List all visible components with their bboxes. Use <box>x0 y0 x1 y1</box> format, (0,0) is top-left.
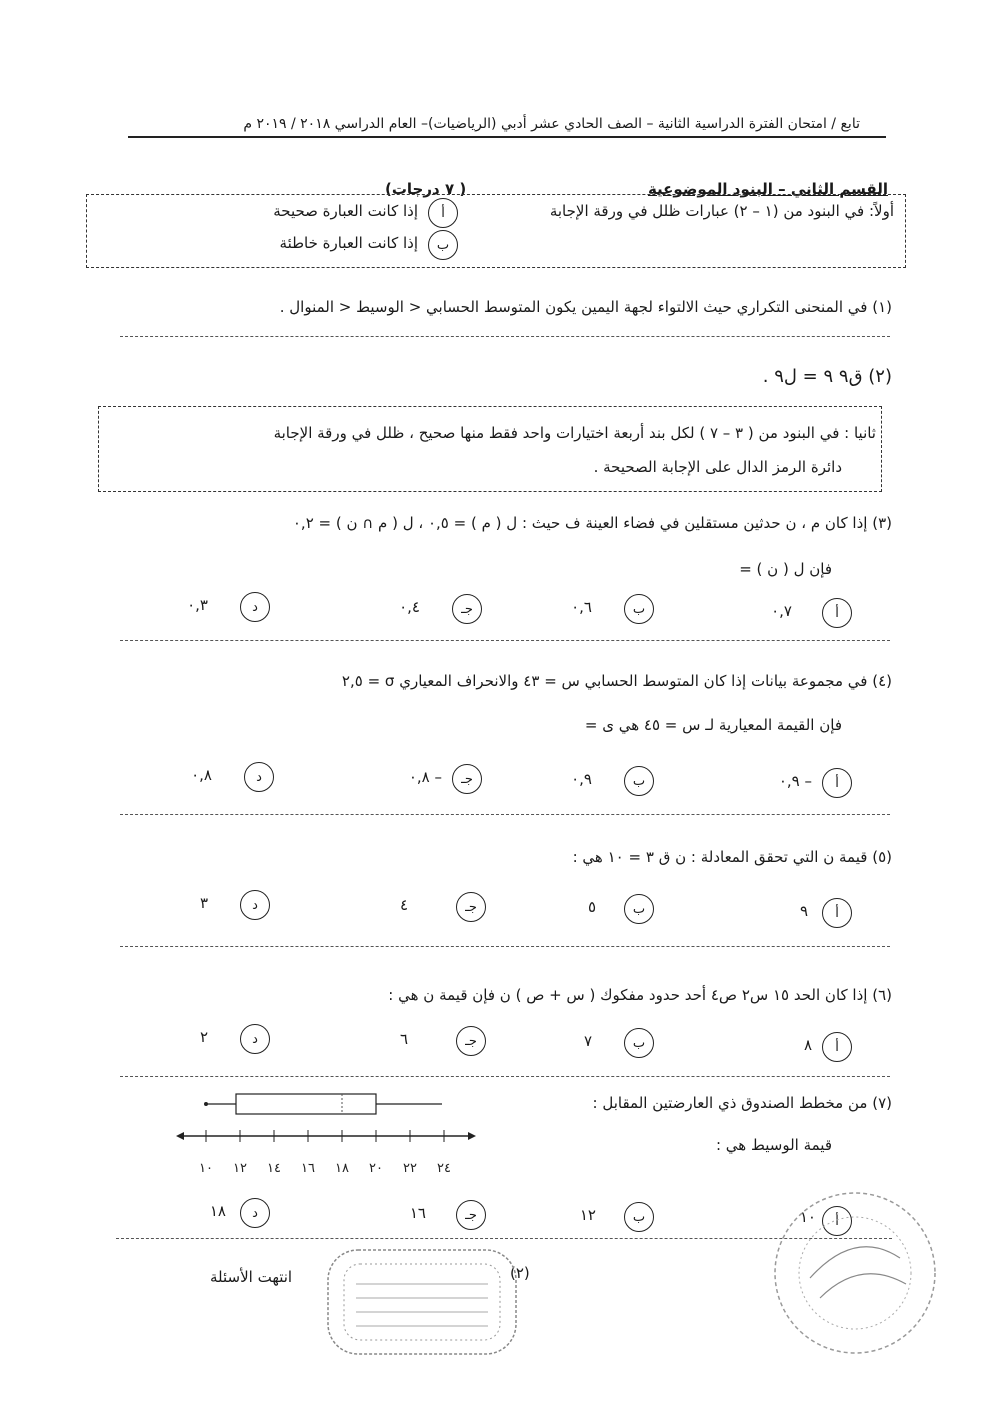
q5-option-d-value: ٣ <box>199 894 208 912</box>
q1-number: (١) <box>872 298 892 316</box>
q6-text: إذا كان الحد ١٥ س٢ ص٤ أحد حدود مفكوك ( س + ص ) ن فإن قيمة ن هي : <box>388 986 868 1004</box>
q5-option-b-value: ٥ <box>587 898 596 916</box>
q7-option-d-value: ١٨ <box>209 1202 226 1220</box>
tick-label: ١٤ <box>267 1161 281 1176</box>
q4-option-b-circle[interactable]: ب <box>624 766 654 796</box>
q5-option-a-circle[interactable]: أ <box>822 898 852 928</box>
question-6 <box>388 986 892 1004</box>
part1-intro: أولاً: في البنود من (١ – ٢) عبارات ظلل في ورقة الإجابة <box>549 202 894 220</box>
q5-option-c-value: ٤ <box>399 896 408 914</box>
q3-option-a-value: ٠,٧ <box>771 602 792 620</box>
question-4 <box>342 672 892 690</box>
tick-label: ٢٠ <box>369 1161 383 1176</box>
tick-label: ٢٢ <box>403 1161 417 1176</box>
q7-option-a-value: ١٠ <box>799 1208 816 1226</box>
official-seal <box>770 1188 940 1358</box>
q7-number: (٧) <box>872 1094 892 1112</box>
q6-option-d-circle[interactable]: د <box>240 1024 270 1054</box>
divider <box>120 814 890 815</box>
instructions-box-part2 <box>98 406 882 492</box>
q3-option-b-value: ٠,٦ <box>571 598 592 616</box>
q3-prompt: فإن ل ( ن ) = <box>739 560 832 578</box>
q3-option-d-circle[interactable]: د <box>240 592 270 622</box>
q4-option-d-value: ٠,٨ <box>191 766 212 784</box>
q2-number: (٢) <box>868 366 892 387</box>
q7-option-c-value: ١٦ <box>409 1204 426 1222</box>
q2-text: ق٩ ٩ = ل٩ . <box>762 366 863 387</box>
q4-option-a-value: – ٠,٩ <box>778 772 812 790</box>
question-2 <box>763 366 892 387</box>
q7-text: من مخطط الصندوق ذي العارضتين المقابل : <box>592 1094 868 1112</box>
q4-option-b-value: ٠,٩ <box>571 770 592 788</box>
section-title: القسم الثاني – البنود الموضوعية <box>647 180 888 198</box>
tick-label: ١٢ <box>233 1161 247 1176</box>
divider <box>120 336 890 337</box>
q6-number: (٦) <box>872 986 892 1004</box>
q7-option-b-circle[interactable]: ب <box>624 1202 654 1232</box>
q5-number: (٥) <box>872 848 892 866</box>
q3-option-c-value: ٠,٤ <box>399 598 420 616</box>
q7-option-b-value: ١٢ <box>579 1206 596 1224</box>
q4-option-c-circle[interactable]: جـ <box>452 764 482 794</box>
q5-option-b-circle[interactable]: ب <box>624 894 654 924</box>
q5-option-a-value: ٩ <box>799 902 808 920</box>
q4-option-d-circle[interactable]: د <box>244 762 274 792</box>
part2-line1: ثانيا : في البنود من ( ٣ – ٧ ) لكل بند أربعة اختيارات واحد فقط منها صحيح ، ظلل في ورقة الإجابة <box>273 424 876 442</box>
q5-option-c-circle[interactable]: جـ <box>456 892 486 922</box>
q6-option-a-value: ٨ <box>803 1036 812 1054</box>
divider <box>120 1076 890 1077</box>
divider <box>120 640 890 641</box>
part2-line2: دائرة الرمز الدال على الإجابة الصحيحة . <box>593 458 842 476</box>
symbol-b-circle: ب <box>428 230 458 260</box>
tick-label: ١٠ <box>199 1161 213 1176</box>
section-marks: ( ٧ درجات) <box>385 180 467 198</box>
tick-label: ١٦ <box>301 1161 315 1176</box>
q4-text: في مجموعة بيانات إذا كان المتوسط الحسابي س = ٤٣ والانحراف المعياري σ = ٢,٥ <box>341 672 868 690</box>
q7-option-c-circle[interactable]: جـ <box>456 1200 486 1230</box>
tick-label: ١٨ <box>335 1161 349 1176</box>
part1-false-text: إذا كانت العبارة خاطئة <box>279 234 418 252</box>
school-stamp <box>322 1240 522 1362</box>
q6-option-a-circle[interactable]: أ <box>822 1032 852 1062</box>
q6-option-c-circle[interactable]: جـ <box>456 1026 486 1056</box>
q3-option-c-circle[interactable]: جـ <box>452 594 482 624</box>
number-line-right-arrow <box>468 1132 476 1140</box>
part1-true-text: إذا كانت العبارة صحيحة <box>273 202 418 220</box>
question-5 <box>573 848 892 866</box>
q7-option-d-circle[interactable]: د <box>240 1198 270 1228</box>
q4-prompt: فإن القيمة المعيارية لـ س = ٤٥ هي ى = <box>584 716 842 734</box>
q6-option-c-value: ٦ <box>399 1030 408 1048</box>
q7-option-a-circle[interactable]: أ <box>822 1206 852 1236</box>
q3-option-d-value: ٠,٣ <box>187 596 208 614</box>
q4-option-c-value: – ٠,٨ <box>408 768 442 786</box>
q3-option-a-circle[interactable]: أ <box>822 598 852 628</box>
exam-header: تابع / امتحان الفترة الدراسية الثانية – الصف الحادي عشر أدبي (الرياضيات)– العام الدراسي ٢٠١٨ / ٢٠١٩ م <box>243 116 860 132</box>
q6-option-b-value: ٧ <box>583 1032 592 1050</box>
q3-number: (٣) <box>872 514 892 532</box>
end-of-questions: انتهت الأسئلة <box>210 1268 293 1286</box>
q3-text: إذا كان م ، ن حدثين مستقلين في فضاء العينة ف حيث : ل ( م ) = ٠,٥ ، ل ( م ∩ ن ) = ٠,٢ <box>292 514 868 532</box>
q4-option-a-circle[interactable]: أ <box>822 768 852 798</box>
header-rule <box>128 136 886 138</box>
q6-option-d-value: ٢ <box>199 1028 208 1046</box>
q1-text: في المنحنى التكراري حيث الالتواء لجهة اليمين يكون المتوسط الحسابي < الوسيط < المنوال . <box>279 298 868 316</box>
question-3 <box>293 514 892 532</box>
q5-option-d-circle[interactable]: د <box>240 890 270 920</box>
q4-number: (٤) <box>872 672 892 690</box>
box-plot-figure <box>170 1088 490 1180</box>
question-1 <box>280 298 892 316</box>
question-7 <box>593 1094 892 1112</box>
page-number: (٢) <box>510 1264 530 1282</box>
q7-prompt: قيمة الوسيط هي : <box>715 1136 832 1154</box>
q6-option-b-circle[interactable]: ب <box>624 1028 654 1058</box>
tick-label: ٢٤ <box>437 1161 451 1176</box>
symbol-a-circle: أ <box>428 198 458 228</box>
q3-option-b-circle[interactable]: ب <box>624 594 654 624</box>
number-line-left-arrow <box>176 1132 184 1140</box>
box-plot-min-point <box>204 1102 208 1106</box>
box-plot-box <box>236 1094 376 1114</box>
divider <box>120 946 890 947</box>
q5-text: قيمة ن التي تحقق المعادلة : ن ق ٣ = ١٠ هي : <box>572 848 868 866</box>
